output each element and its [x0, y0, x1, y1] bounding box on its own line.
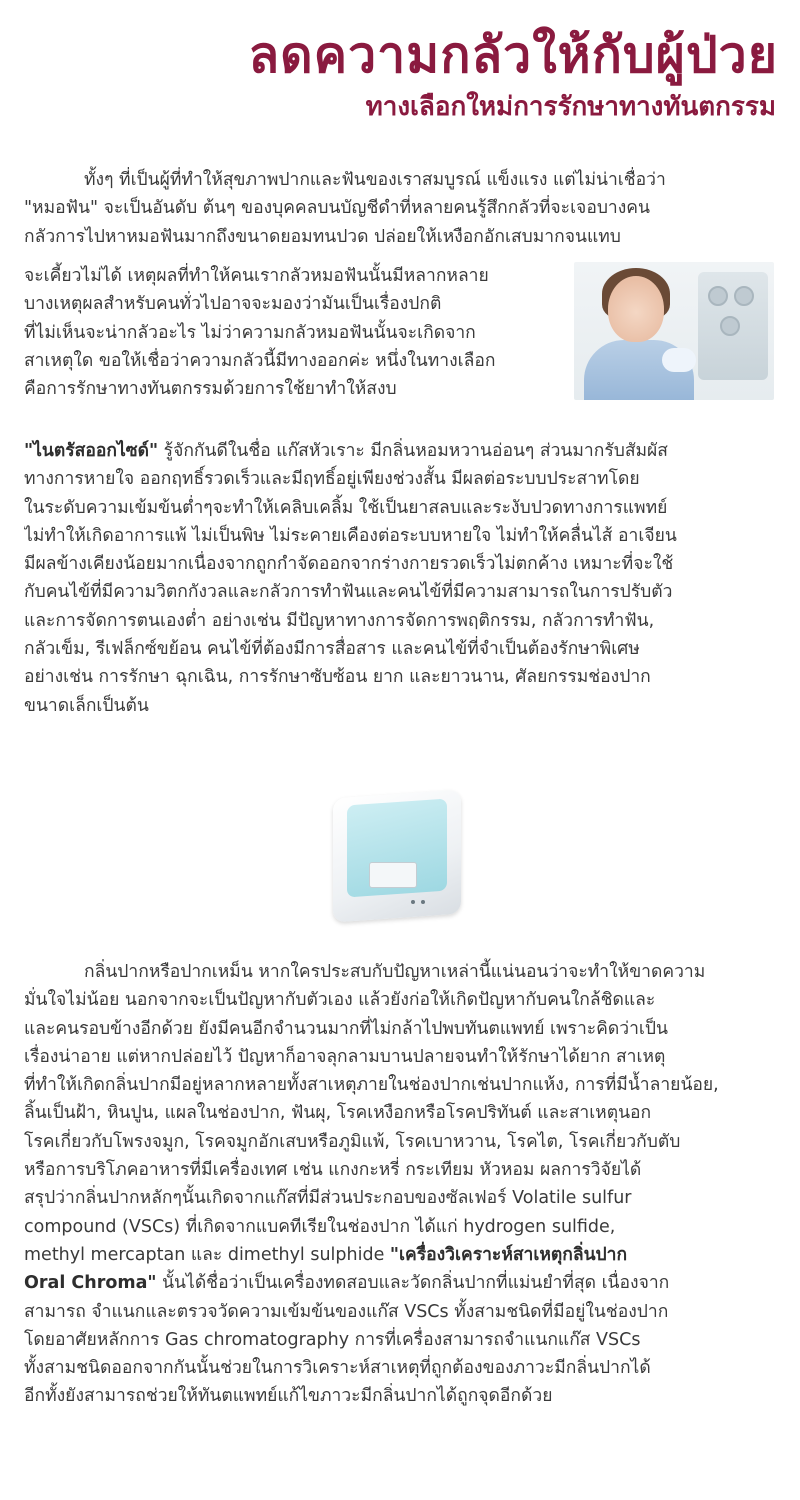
text-line: compound (VSCs) ที่เกิดจากแบคทีเรียในช่องปาก ได้แก่ hydrogen sulfide, [24, 1216, 616, 1237]
text-line: ขนาดเล็กเป็นต้น [24, 695, 149, 716]
text-line: ทั้งสามชนิดออกจากกันนั้นช่วยในการวิเคราะห์สาเหตุที่ถูกต้องของภาวะมีกลิ่นปากได้ [24, 1358, 651, 1379]
paragraph-2 [24, 958, 776, 1411]
text-line [24, 437, 776, 465]
article-subtitle: ทางเลือกใหม่การรักษาทางทันตกรรม [365, 92, 776, 122]
text-line: ทั้งๆ ที่เป็นผู้ที่ทำให้สุขภาพปากและฟันของเราสมบูรณ์ แข็งแรง แต่ไม่น่าเชื่อว่า [84, 170, 666, 190]
text-line: กลัวเข็ม, รีเฟล็กซ์ขย้อน คนไข้ที่ต้องมีการสื่อสาร และคนไข้ที่จำเป็นต้องรักษาพิเศษ [24, 639, 640, 660]
dental-machine-illustration [698, 272, 768, 380]
paragraph-1-rest [24, 437, 776, 720]
oral-chroma-term-end: Oral Chroma" [24, 1273, 157, 1294]
text-line: ทางการหายใจ ออกฤทธิ์รวดเร็วและมีฤทธิ์อยู่เพียงช่วงสั้น มีผลต่อระบบประสาทโดย [24, 469, 640, 490]
text-line: ไม่ทำให้เกิดอาการแพ้ ไม่เป็นพิษ ไม่ระคายเคืองต่อระบบหายใจ ไม่ทำให้คลื่นไส้ อาเจียน [24, 525, 677, 546]
text-line [24, 1241, 776, 1269]
text-line: อีกทั้งยังสามารถช่วยให้ทันตแพทย์แก้ไขภาวะมีกลิ่นปากได้ถูกจุดอีกด้วย [24, 1386, 553, 1407]
text-line: หรือการบริโภคอาหารที่มีเครื่องเทศ เช่น แกงกะหรี่ กระเทียม หัวหอม ผลการวิจัยได้ [24, 1160, 642, 1181]
text-line: อย่างเช่น การรักษา ฉุกเฉิน, การรักษาซับซ้อน ยาก และยาวนาน, ศัลยกรรมช่องปาก [24, 667, 651, 688]
text-line: กลัวการไปหาหมอฟันมากถึงขนาดยอมทนปวด ปล่อยให้เหงือกอักเสบมากจนแทบ [24, 226, 621, 247]
text-line: ลิ้นเป็นฝ้า, หินปูน, แผลในช่องปาก, ฟันผุ, โรคเหงือกหรือโรคปริทันต์ และสาเหตุนอก [24, 1103, 652, 1124]
text-line: กับคนไข้ที่มีความวิตกกังวลและกลัวการทำฟันและคนไข้ที่มีความสามารถในการปรับตัว [24, 582, 673, 603]
nitrous-oxide-term: "ไนตรัสออกไซด์" [24, 441, 159, 461]
oral-chroma-device-image [333, 788, 465, 920]
paragraph-1-intro [24, 166, 776, 251]
text-line: ที่ไม่เห็นจะน่ากลัวอะไร ไม่ว่าความกลัวหมอฟันนั้นจะเกิดจาก [24, 322, 476, 343]
text-line: จะเคี้ยวไม่ได้ เหตุผลที่ทำให้คนเรากลัวหมอฟันนั้นมีหลากหลาย [24, 266, 489, 286]
text-line: โดยอาศัยหลักการ Gas chromatography การที่เครื่องสามารถจำแนกแก๊ส VSCs [24, 1329, 641, 1350]
text-span: นั้นได้ชื่อว่าเป็นเครื่องทดสอบและวัดกลิ่นปากที่แม่นยำที่สุด เนื่องจาก [156, 1273, 670, 1294]
oral-chroma-term: "เครื่องวิเคราะห์สาเหตุกลิ่นปาก [389, 1244, 628, 1265]
text-line: สามารถ จำแนกและตรวจวัดความเข้มข้นของแก๊ส VSCs ทั้งสามชนิดที่มีอยู่ในช่องปาก [24, 1301, 669, 1322]
text-line: ในระดับความเข้มข้นต่ำๆจะทำให้เคลิบเคลิ้ม ใช้เป็นยาสลบและระงับปวดทางการแพทย์ [24, 497, 668, 518]
paragraph-1-wrap [24, 262, 564, 403]
text-line: สรุปว่ากลิ่นปากหลักๆนั้นเกิดจากแก๊สที่มีส่วนประกอบของซัลเฟอร์ Volatile sulfur [24, 1188, 632, 1209]
text-span: รู้จักกันดีในชื่อ แก๊สหัวเราะ มีกลิ่นหอมหวานอ่อนๆ ส่วนมากรับสัมผัส [158, 441, 668, 461]
text-line: "หมอฟัน" จะเป็นอันดับ ต้นๆ ของบุคคลบนบัญชีดำที่หลายคนรู้สึกกลัวที่จะเจอบางคน [24, 198, 650, 219]
text-line: เรื่องน่าอาย แต่หากปล่อยไว้ ปัญหาก็อาจลุกลามบานปลายจนทำให้รักษาได้ยาก สาเหตุ [24, 1046, 666, 1067]
article-title: ลดความกลัวให้กับผู้ป่วย [248, 26, 778, 84]
text-line: คือการรักษาทางทันตกรรมด้วยการใช้ยาทำให้สงบ [24, 379, 397, 400]
text-line: และคนรอบข้างอีกด้วย ยังมีคนอีกจำนวนมากที่ไม่กล้าไปพบทันตแพทย์ เพราะคิดว่าเป็น [24, 1018, 668, 1039]
device-sample-port [369, 862, 417, 888]
text-line: สาเหตุใด ขอให้เชื่อว่าความกลัวนี้มีทางออกค่ะ หนึ่งในทางเลือก [24, 350, 496, 371]
text-span: methyl mercaptan และ dimethyl sulphide [24, 1244, 390, 1265]
text-line: มั่นใจไม่น้อย นอกจากจะเป็นปัญหากับตัวเอง แล้วยังก่อให้เกิดปัญหากับคนใกล้ชิดและ [24, 990, 656, 1011]
text-line [24, 1269, 776, 1297]
text-line: บางเหตุผลสำหรับคนทั่วไปอาจจะมองว่ามันเป็นเรื่องปกติ [24, 294, 442, 315]
dentist-photo [574, 262, 774, 400]
text-line: และการจัดการตนเองต่ำ อย่างเช่น มีปัญหาทางการจัดการพฤติกรรม, กลัวการทำฟัน, [24, 610, 655, 631]
text-line: กลิ่นปากหรือปากเหม็น หากใครประสบกับปัญหาเหล่านี้แน่นอนว่าจะทำให้ขาดความ [84, 962, 706, 982]
text-line: ที่ทำให้เกิดกลิ่นปากมีอยู่หลากหลายทั้งสาเหตุภายในช่องปากเช่นปากแห้ง, การที่มีน้ำลายน้อย, [24, 1075, 719, 1096]
text-line: โรคเกี่ยวกับโพรงจมูก, โรคจมูกอักเสบหรือภูมิแพ้, โรคเบาหวาน, โรคไต, โรคเกี่ยวกับตับ [24, 1131, 681, 1152]
text-line: มีผลข้างเคียงน้อยมากเนื่องจากถูกกำจัดออกจากร่างกายรวดเร็วไม่ตกค้าง เหมาะที่จะใช้ [24, 554, 674, 575]
